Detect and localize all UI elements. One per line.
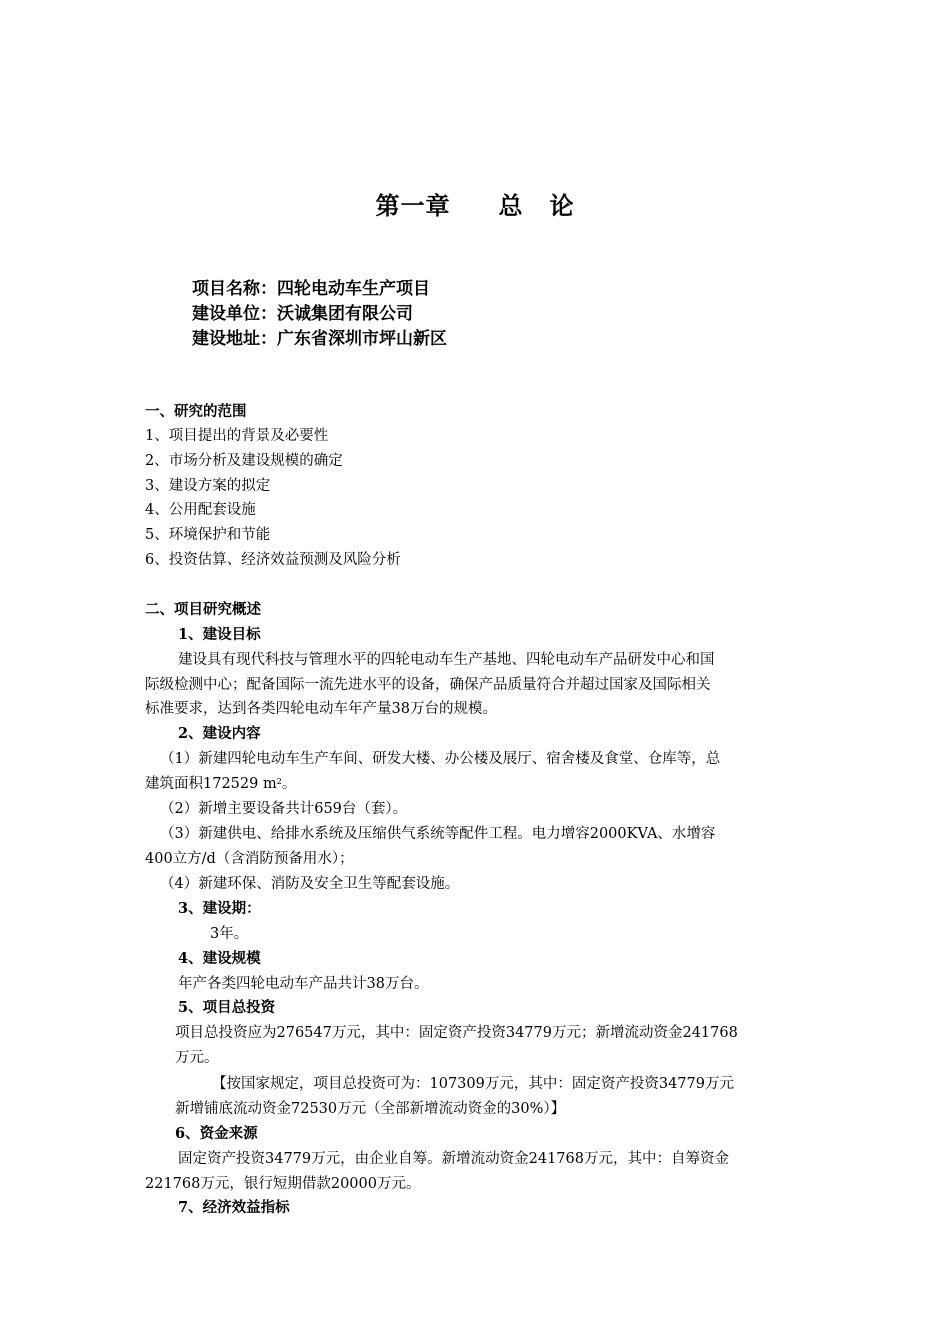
invest-note: 【按国家规定，项目总投资可为：107309万元，其中：固定资产投资34779万元 (212, 1076, 734, 1092)
goal-text: 建设具有现代科技与管理水平的四轮电动车生产基地、四轮电动车产品研发中心和国 (178, 652, 715, 668)
project-name: 项目名称：四轮电动车生产项目 (192, 279, 430, 299)
content-item: （1）新建四轮电动车生产车间、研发大楼、办公楼及展厅、宿舍楼及食堂、仓库等，总 (160, 751, 721, 767)
section2-heading: 二、项目研究概述 (145, 601, 261, 618)
chapter-title-word2: 论 (549, 191, 575, 220)
period-heading: 3、建设期： (178, 900, 261, 917)
project-address: 建设地址：广东省深圳市坪山新区 (192, 329, 447, 349)
scale-heading: 4、建设规模 (178, 950, 261, 967)
scale-value: 年产各类四轮电动车产品共计38万台。 (178, 976, 429, 992)
funding-heading: 6、资金来源 (175, 1125, 258, 1142)
project-info (192, 277, 447, 352)
content-item: （3）新建供电、给排水系统及压缩供气系统等配件工程。电力增容2000KVA、水增容 (160, 826, 716, 842)
section1-item: 5、环境保护和节能 (145, 527, 271, 543)
section1-item: 2、市场分析及建设规模的确定 (145, 453, 343, 469)
content-end: 。 (281, 776, 297, 792)
content-item: 400立方/d（含消防预备用水）； (145, 851, 354, 867)
invest-text: 项目总投资应为276547万元，其中：固定资产投资34779万元；新增流动资金241768 (175, 1025, 738, 1041)
goal-text: 际级检测中心；配备国际一流先进水平的设备，确保产品质量符合并超过国家及国际相关 (145, 677, 711, 693)
content-heading: 2、建设内容 (178, 725, 261, 742)
section1-item: 6、投资估算、经济效益预测及风险分析 (145, 552, 401, 568)
goal-text: 标准要求，达到各类四轮电动车年产量38万台的规模。 (145, 701, 497, 717)
goal-heading: 1、建设目标 (178, 626, 261, 643)
section1-item: 1、项目提出的背景及必要性 (145, 428, 329, 444)
chapter-title-number: 第一章 (375, 191, 451, 220)
period-value: 3年。 (210, 926, 249, 942)
funding-text: 221768万元，银行短期借款20000万元。 (145, 1176, 421, 1192)
project-unit: 建设单位：沃诚集团有限公司 (192, 304, 413, 324)
content-area: 建筑面积172529 m (145, 776, 277, 792)
invest-note: 新增铺底流动资金72530万元（全部新增流动资金的30%）】 (175, 1101, 566, 1117)
econ-heading: 7、经济效益指标 (178, 1199, 290, 1216)
section1-item: 4、公用配套设施 (145, 502, 256, 518)
content-item (145, 774, 296, 794)
funding-text: 固定资产投资34779万元，由企业自筹。新增流动资金241768万元，其中：自筹资金 (178, 1151, 729, 1167)
invest-heading: 5、项目总投资 (178, 999, 276, 1016)
section1-heading: 一、研究的范围 (145, 403, 247, 420)
content-item: （4）新建环保、消防及安全卫生等配套设施。 (160, 876, 460, 892)
content-item: （2）新增主要设备共计659台（套）。 (160, 801, 408, 817)
area-superscript: 2 (276, 777, 282, 786)
chapter-title-word1: 总 (498, 191, 524, 220)
section1-item: 3、建设方案的拟定 (145, 478, 271, 494)
chapter-title (0, 186, 950, 221)
invest-text: 万元。 (175, 1050, 219, 1066)
